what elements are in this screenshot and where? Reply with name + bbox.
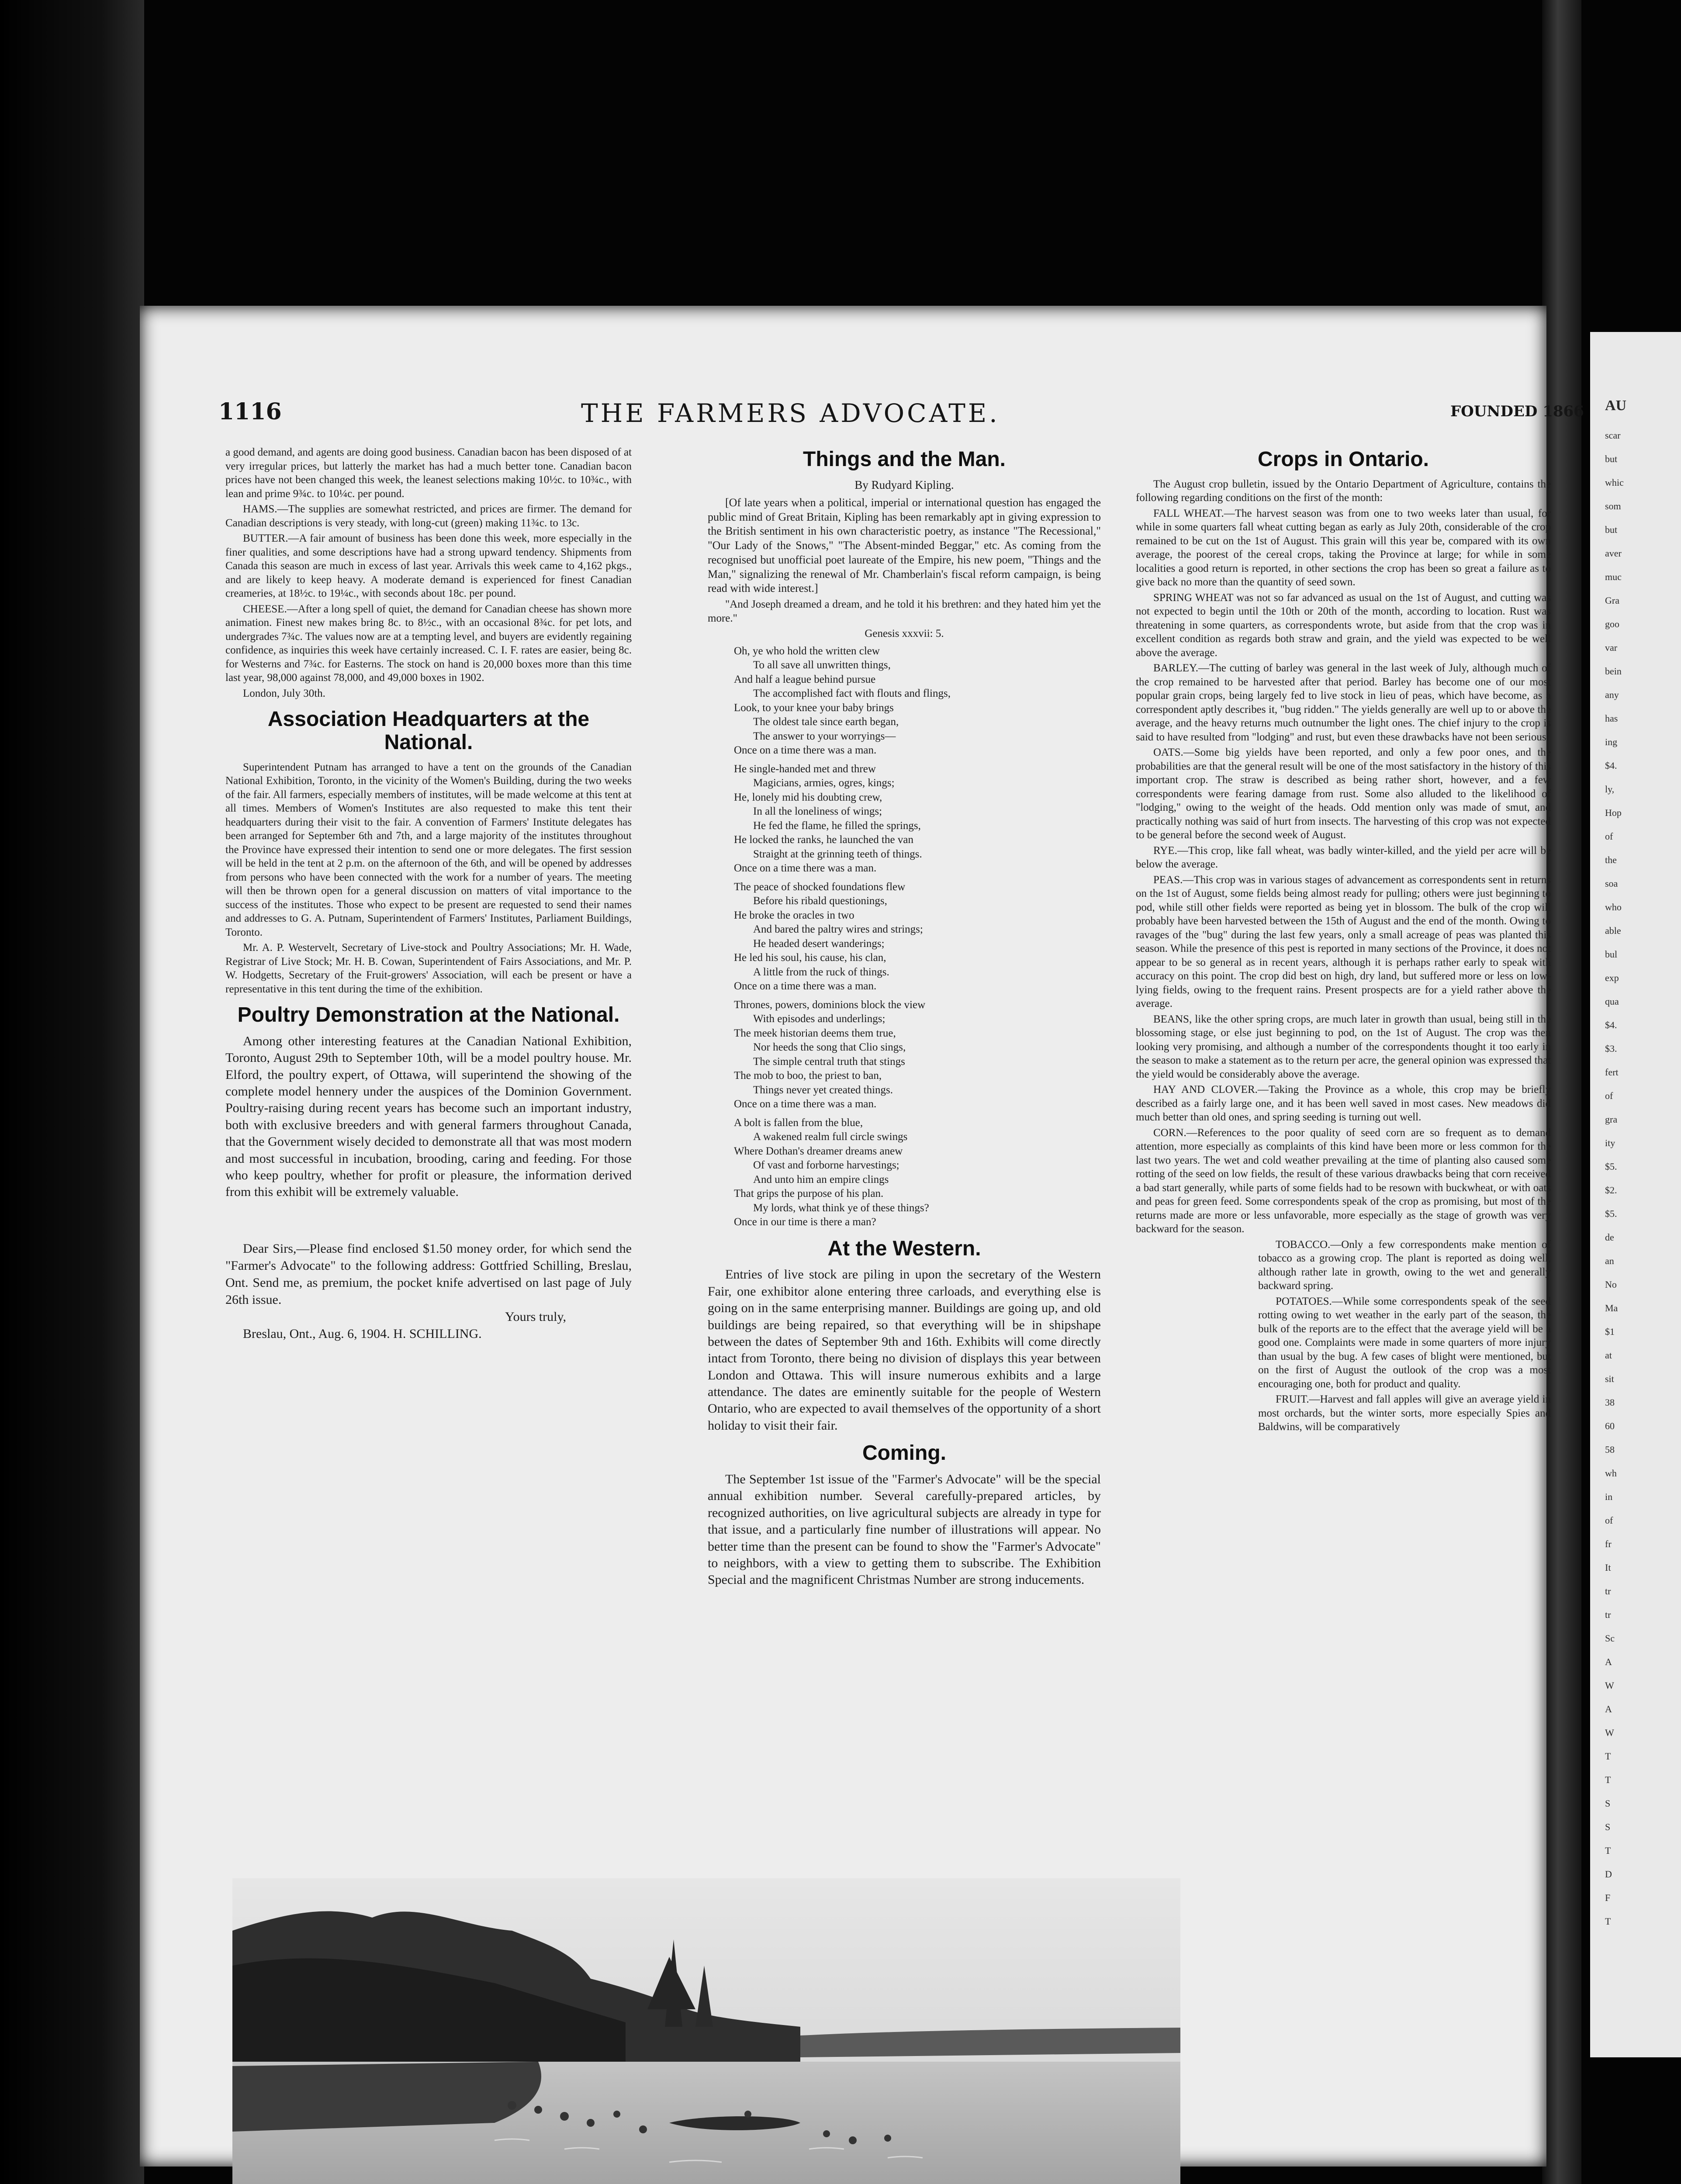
poem-line: He fed the flame, he filled the springs, — [753, 819, 921, 832]
adjacent-page-text: Gra — [1605, 595, 1619, 606]
poem-line: Of vast and forborne harvestings; — [753, 1159, 899, 1171]
adjacent-page-text: of — [1605, 1090, 1613, 1101]
poem-line: My lords, what think ye of these things? — [753, 1202, 929, 1214]
poem-line: Straight at the grinning teeth of things. — [753, 848, 922, 860]
adjacent-page-text: exp — [1605, 972, 1619, 983]
adjacent-page-text: of — [1605, 1515, 1613, 1526]
crops-paragraph: BARLEY.—The cutting of barley was general in the last week of July, although much of the crop remained to be harvested after that period. Barley has become one of our most popular grain crops, being largely fed to live stock in lieu of peas, which have become, as a correspondent aptly describes it, "bug ridden." The yields generally are well up to or above the average, and the heavy returns much outnumber the light ones. The chief injury to the crop is said to have resulted from "lodging" and rust, but even these drawbacks have not been serious. — [1136, 662, 1551, 743]
adjacent-page-text: S — [1605, 1821, 1611, 1832]
adjacent-page-text: D — [1605, 1869, 1612, 1880]
poem-line: The accomplished fact with flouts and flings, — [753, 688, 951, 700]
poem-line: A wakened realm full circle swings — [753, 1131, 908, 1143]
crops-paragraph: POTATOES.—While some correspondents speak of the seed rotting owing to wet weather in the early part of the season, the bulk of the reports are to the effect that the average yield will be a good one. Complaints were made in some quarters of more injury than usual by the bug. A few cases of blight were mentioned, but on the first of August the outlook of the crop was a most encouraging one, both for product and quality. — [1258, 1295, 1551, 1390]
adjacent-page-text: scar — [1605, 430, 1621, 441]
crops-paragraph: CORN.—References to the poor quality of seed corn are so frequent as to demand attention, more especially as complaints of this kind have been more or less common for the last two years. The wet and cold weather prevailing at the time of planting also caused some rotting of the seed on low fields, the result of these various drawbacks being that corn received a bad start generally, while parts of some fields had to be resown with buckwheat, or with oats and peas for green feed. Some correspondents speak of the crop as promising, but most of the returns made are more or less unfavorable, more especially as the stage of growth was very backward for the season. — [1136, 1127, 1551, 1235]
adjacent-page-text: able — [1605, 925, 1621, 936]
poem-stanza — [734, 1116, 1101, 1230]
crops-paragraph: SPRING WHEAT was not so far advanced as usual on the 1st of August, and cutting was not expected to begin until the 10th or 20th of the month, according to location. Rust was threatening in some quarters, as correspondents wrote, but aside from that the crop was in excellent condition as regards both straw and grain, and the yield was expected to be well above the average. — [1136, 591, 1551, 659]
adjacent-page-text: aver — [1605, 548, 1622, 559]
market-paragraph: CHEESE.—After a long spell of quiet, the demand for Canadian cheese has shown more animation. Finest new makes bring 8c. to 8½c., with an occasional 8¾c. for pet lots, and undergrades 7¾c. The values now are at a tempting level, and buyers are evidently regaining confidence, as inquiries this week have certainly increased. C. I. F. rates are easier, being 8c. for Westerns and 7¾c. for Easterns. The stock on hand is 20,000 boxes more than this time last year, 98,000 against 78,000, and 49,000 boxes in 1902. — [225, 603, 632, 684]
adjacent-page-text: $5. — [1605, 1208, 1617, 1219]
poem-line: Nor heeds the song that Clio sings, — [753, 1041, 906, 1054]
poem-byline: By Rudyard Kipling. — [854, 478, 954, 491]
adjacent-page-text: var — [1605, 642, 1618, 653]
crops-paragraph: The August crop bulletin, issued by the Ontario Department of Agriculture, contains the following regarding conditions on the first of the month: — [1136, 478, 1551, 504]
adjacent-page-text: bein — [1605, 666, 1622, 677]
poem-line: A little from the ruck of things. — [753, 966, 889, 978]
poem-line: With episodes and underlings; — [753, 1013, 885, 1025]
crops-heading: Crops in Ontario. — [1257, 448, 1429, 471]
adjacent-page-text: but — [1605, 524, 1618, 535]
adjacent-page-text: in — [1605, 1491, 1613, 1502]
adjacent-page-text: at — [1605, 1350, 1612, 1361]
letter-body: Dear Sirs,—Please find enclosed $1.50 money order, for which send the "Farmer's Advocate" to the following address: Gottfried Schilling, Breslau, Ont. Send me, as premium, the pocket knife advertised on last page of July 26th issue. — [225, 1241, 632, 1307]
epigraph: "And Joseph dreamed a dream, and he told it his brethren: and they hated him yet the more." — [708, 598, 1101, 624]
adjacent-page-text: tr — [1605, 1609, 1611, 1620]
photo-illustration — [232, 1878, 1180, 2184]
adjacent-page-text: 60 — [1605, 1420, 1615, 1431]
adjacent-page-text: A — [1605, 1656, 1612, 1667]
adjacent-page-text: W — [1605, 1727, 1614, 1738]
western-heading: At the Western. — [827, 1237, 981, 1260]
adjacent-page-text: but — [1605, 453, 1618, 464]
adjacent-page-text: bul — [1605, 949, 1618, 960]
crops-paragraph: FALL WHEAT.—The harvest season was from one to two weeks later than usual, for while in some quarters fall wheat cutting began as early as July 20th, considerable of the crop remained to be cut on the 1st of August. This grain will this year be, compared with its own average, the poorest of the cereal crops, taking the Province at large; for while in some localities a good return is reported, in other sections the crop has been so great a failure as to give back no more than the quantity of seed sown. — [1136, 507, 1551, 588]
adjacent-page-text: T — [1605, 1774, 1611, 1785]
reader-letter — [225, 1240, 632, 1342]
poem-line: He headed desert wanderings; — [753, 937, 885, 950]
adjacent-page-text: Ma — [1605, 1303, 1618, 1313]
adjacent-page-text: som — [1605, 501, 1621, 511]
poem-line: Thrones, powers, dominions block the view — [734, 999, 926, 1011]
page-number: 1116 — [218, 398, 282, 425]
adjacent-page-text: $5. — [1605, 1161, 1617, 1172]
poultry-paragraph: Among other interesting features at the Canadian National Exhibition, Toronto, August 29th to September 10th, will be a model poultry house. Mr. Elford, the poultry expert, of Ottawa, will superintend the showing of the complete model hennery under the auspices of the Dominion Government. Poultry-raising during recent years has become such an important industry, both with exclusive breeders and with general farmers throughout Canada, that the Government wisely decided to demonstrate all that was most modern and most successful in incubation, brooding, caring and feeding. For those who keep poultry, whether for profit or pleasure, the information derived from this exhibit will be extremely valuable. — [225, 1033, 632, 1199]
poem-line: Before his ribald questionings, — [753, 895, 887, 907]
poem-stanza — [734, 998, 1101, 1112]
market-paragraph: HAMS.—The supplies are somewhat restricted, and prices are firmer. The demand for Canadian descriptions is very steady, with long-cut (green) making 11¾c. to 13c. — [225, 503, 632, 529]
adjacent-page-text: T — [1605, 1845, 1611, 1856]
adjacent-page-text: $2. — [1605, 1185, 1617, 1196]
adjacent-page-text: has — [1605, 713, 1618, 724]
adjacent-page-text: 38 — [1605, 1397, 1615, 1408]
poem-line: Look, to your knee your baby brings — [734, 702, 894, 714]
adjacent-page-text: gra — [1605, 1114, 1618, 1125]
adjacent-page-text: goo — [1605, 619, 1619, 629]
poem-line: The simple central truth that stings — [753, 1055, 905, 1068]
poem-line: He locked the ranks, he launched the van — [734, 834, 913, 846]
poem-line: Magicians, armies, ogres, kings; — [753, 777, 895, 789]
poem-line: Once on a time there was a man. — [734, 1098, 877, 1110]
poem-line: The oldest tale since earth began, — [753, 716, 899, 728]
poem-line: In all the loneliness of wings; — [753, 805, 882, 818]
poem-line: Once on a time there was a man. — [734, 744, 877, 757]
adjacent-page-text: F — [1605, 1892, 1611, 1903]
adjacent-page-text: No — [1605, 1279, 1617, 1290]
adjacent-page-text: fert — [1605, 1067, 1619, 1078]
coming-heading: Coming. — [862, 1441, 946, 1465]
market-paragraph: BUTTER.—A fair amount of business has been done this week, more especially in the finer qualities, and some descriptions have had a strong upward tendency. Shipments from Canada this season are much in excess of last year. Arrivals this week came to 4,162 pkgs., and are likely to keep heavy. A moderate demand is experienced for finest Canadian creameries, at 18½c. to 19¼c., with seconds about 18c. per pound. — [225, 532, 632, 599]
column-1 — [225, 446, 632, 1342]
crops-paragraph: HAY AND CLOVER.—Taking the Province as a whole, this crop may be briefly described as a fairly large one, and it has been well saved in most cases. New meadows did much better than old ones, and spring seeding is turning out well. — [1136, 1084, 1551, 1123]
coming-paragraph: The September 1st issue of the "Farmer's Advocate" will be the special annual exhibition number. Several carefully-prepared articles, by recognized authorities, on live agricultural subjects are already in type for that issue, and a particularly fine number of illustrations will appear. No better time than the present can be found to show the "Farmer's Advocate" to neighbors, with a view to getting them to subscribe. The Exhibition Special and the magnificent Christmas Number are strong inducements. — [708, 1472, 1101, 1587]
adjacent-page-text: It — [1605, 1562, 1611, 1573]
dateline: London, July 30th. — [243, 687, 325, 699]
adjacent-page-text: A — [1605, 1704, 1612, 1714]
adjacent-page-text: 58 — [1605, 1444, 1615, 1455]
adjacent-page-text: sit — [1605, 1373, 1614, 1384]
poem-line: The peace of shocked foundations flew — [734, 881, 906, 893]
crops-paragraph: TOBACCO.—Only a few correspondents make mention of tobacco as a growing crop. The plant is reported as doing well, although rather late in growth, owing to the wet and generally backward spring. — [1258, 1238, 1551, 1292]
epigraph-reference: Genesis xxxvii: 5. — [865, 628, 944, 640]
masthead: THE FARMERS ADVOCATE. — [581, 398, 1000, 428]
adjacent-page-text: ity — [1605, 1137, 1615, 1148]
poem-line: To all save all unwritten things, — [753, 659, 891, 671]
poem-line: That grips the purpose of his plan. — [734, 1188, 884, 1200]
poem-line: The meek historian deems them true, — [734, 1027, 896, 1039]
adjacent-page-text: T — [1605, 1916, 1611, 1927]
adjacent-page-text: S — [1605, 1798, 1611, 1809]
poem-line: A bolt is fallen from the blue, — [734, 1116, 863, 1129]
poem-line: The mob to boo, the priest to ban, — [734, 1070, 882, 1082]
poem-line: Once on a time there was a man. — [734, 862, 877, 874]
poem-line: Oh, ye who hold the written clew — [734, 645, 880, 657]
poem-line: Once on a time there was a man. — [734, 980, 877, 992]
adjacent-page-text: Hop — [1605, 807, 1622, 818]
adjacent-page-text: $4. — [1605, 1019, 1617, 1030]
poem-line: Where Dothan's dreamer dreams anew — [734, 1145, 903, 1157]
poem-line: He broke the oracles in two — [734, 909, 854, 921]
poem-heading: Things and the Man. — [803, 448, 1006, 471]
scanner-background — [0, 0, 144, 2184]
poem-line: And unto him an empire clings — [753, 1173, 889, 1185]
column-2 — [708, 446, 1101, 1590]
adjacent-page-text: muc — [1605, 571, 1622, 582]
market-paragraph: a good demand, and agents are doing good business. Canadian bacon has been disposed of at very irregular prices, but latterly the market has had a much better tone. Canadian bacon prices have not been changed this week, the leanest selections making 10½c. to 10¾c., with lean and prime 9¾c. to 10¼c. per pound. — [225, 446, 632, 500]
adjacent-page-text: ing — [1605, 736, 1618, 747]
poultry-heading: Poultry Demonstration at the National. — [237, 1003, 620, 1027]
crops-paragraph: PEAS.—This crop was in various stages of advancement as correspondents sent in returns on the 1st of August, some fields being almost ready for pulling; others were just beginning to pod, while still other fields were reported as being yet in blossom. The bulk of the crop will probably have been harvested between the 15th of August and the end of the month. Owing to ravages of the "bug" during the last few years, only a small acreage of peas was planted this season. While the presence of this pest is reported in many sections of the Province, it does not appear to be so general as in recent years, although it is perhaps rather early to speak with accuracy on this point. The crop did best on high, dry land, but suffered more or less on low-lying fields, owing to the frequent rains. Present prospects are for a yield rather above the average. — [1136, 874, 1551, 1010]
western-paragraph: Entries of live stock are piling in upon the secretary of the Western Fair, one exhibitor alone entering three carloads, and everything else is going on in the same enterprising manner. Buildings are going up, and old buildings are being repaired, so that everything will be in shipshape between the dates of September 9th and 16th. Exhibits will come directly intact from Toronto, there being no division of displays this year between London and Ottawa. This will insure numerous exhibits and a large attendance. The dates are eminently suitable for the people of Western Ontario, who are expected to avail themselves of the opportunity of a short holiday to visit their fair. — [708, 1267, 1101, 1433]
adjacent-page-text: qua — [1605, 996, 1619, 1007]
bathing-scene-photo — [232, 1878, 1180, 2184]
adjacent-page-text: ly, — [1605, 784, 1615, 795]
adjacent-page-text: soa — [1605, 878, 1618, 889]
founded-note: FOUNDED 1866 — [1450, 403, 1584, 420]
adjacent-page-text: an — [1605, 1255, 1614, 1266]
poem-line: And half a league behind pursue — [734, 673, 876, 685]
adjacent-page-text: $4. — [1605, 760, 1617, 771]
poem-line: He single-handed met and threw — [734, 763, 876, 775]
adjacent-page-text: the — [1605, 854, 1617, 865]
association-paragraph: Mr. A. P. Westervelt, Secretary of Live-stock and Poultry Associations; Mr. H. Wade, Registrar of Live Stock; Mr. H. B. Cowan, Superintendent of Fairs Associations, and Mr. P. W. Hodgetts, Secretary of the Fruit-growers' Association, will each be present or have a representative in this tent during the time of the exhibition. — [225, 942, 632, 995]
adjacent-page-text: any — [1605, 689, 1619, 700]
poem-intro: [Of late years when a political, imperial or international question has engaged the public mind of Great Britain, Kipling has been remarkably apt in giving expression to the British sentiment in his own characteristic poetry, as instance "The Recessional," "Our Lady of the Snows," "The Absent-minded Beggar," etc. As coming from the recognised but unofficial poet laureate of the Empire, his new poem, "Things and the Man," signalizing the renewal of Mr. Chamberlain's fiscal reform campaign, is being read with wide interest.] — [708, 496, 1101, 595]
poem-line: He, lonely mid his doubting crew, — [734, 791, 882, 803]
adjacent-page-text: who — [1605, 902, 1622, 912]
adjacent-page-text: of — [1605, 831, 1613, 842]
letter-closing: Yours truly, — [505, 1309, 566, 1324]
poem-stanza — [734, 880, 1101, 994]
crops-paragraph: BEANS, like the other spring crops, are much later in growth than usual, being still in the blossoming stage, or else just beginning to pod, on the 1st of August. The crop was then looking very promising, and although a number of the correspondents thought it too early in the season to make a statement as to the return per acre, the general opinion was expressed that the yield would be considerably above the average. — [1136, 1013, 1551, 1080]
letter-signature: Breslau, Ont., Aug. 6, 1904. H. SCHILLING. — [243, 1326, 482, 1341]
adjacent-page-text: tr — [1605, 1586, 1611, 1597]
adjacent-page-text: whic — [1605, 477, 1624, 488]
poem-line: And bared the paltry wires and strings; — [753, 923, 923, 936]
association-heading: Association Headquarters at the National. — [267, 708, 590, 754]
adjacent-page-text: fr — [1605, 1538, 1612, 1549]
poem-stanza — [734, 644, 1101, 758]
column-3 — [1136, 446, 1551, 1436]
adjacent-page-text: AU — [1605, 397, 1627, 414]
adjacent-page-text: W — [1605, 1680, 1614, 1691]
association-paragraph: Superintendent Putnam has arranged to have a tent on the grounds of the Canadian National Exhibition, Toronto, in the vicinity of the Women's Building, during the two weeks of the fair. All farmers, especially members of institutes, will be made welcome at this tent at all times. Members of Women's Institutes are also requested to make this tent their headquarters during their visit to the fair. A convention of Farmers' Institute delegates has been arranged for September 6th and 7th, and a large majority of the institutes throughout the Province have expressed their intention to send one or more delegates. The first session will be held in the tent at 2 p.m. on the afternoon of the 6th, and will be opened by addresses from persons who have been connected with the work for a number of years. The meeting will then be thrown open for a general discussion on matters of vital importance to the success of the institutes. Those who expect to be present are requested to send their names and addresses to G. A. Putnam, Superintendent of Farmers' Institutes, Parliament Buildings, Toronto. — [225, 761, 632, 938]
crops-paragraph: FRUIT.—Harvest and fall apples will give an average yield in most orchards, but the winter sorts, more especially Spies and Baldwins, will be comparatively — [1258, 1393, 1551, 1433]
adjacent-page-text: de — [1605, 1232, 1614, 1243]
crops-paragraph: OATS.—Some big yields have been reported, and only a few poor ones, and the probabilities are that the general result will be one of the most satisfactory in the history of this important crop. The straw is described as being rather short, however, and a few correspondents were fearing damage from rust. Some also alluded to the likelihood of "lodging," owing to the weight of the heads. Odd mention only was made of smut, and practically nothing was said of hurt from insects. The harvesting of this crop was not expected to be general before the second week of August. — [1136, 746, 1551, 841]
poem-line: Things never yet created things. — [753, 1084, 893, 1096]
adjacent-page-text: Sc — [1605, 1633, 1615, 1644]
poem-line: Once in our time is there a man? — [734, 1216, 876, 1228]
adjacent-page-text: wh — [1605, 1468, 1617, 1479]
adjacent-page-text: $1 — [1605, 1326, 1615, 1337]
adjacent-page-text: T — [1605, 1751, 1611, 1762]
poem-line: He led his soul, his cause, his clan, — [734, 952, 886, 964]
crops-paragraph: RYE.—This crop, like fall wheat, was badly winter-killed, and the yield per acre will be below the average. — [1136, 844, 1551, 871]
adjacent-page-text: $3. — [1605, 1043, 1617, 1054]
adjacent-page-fragment — [1590, 332, 1681, 2057]
poem-stanza — [734, 762, 1101, 876]
poem-line: The answer to your worryings— — [753, 730, 896, 742]
